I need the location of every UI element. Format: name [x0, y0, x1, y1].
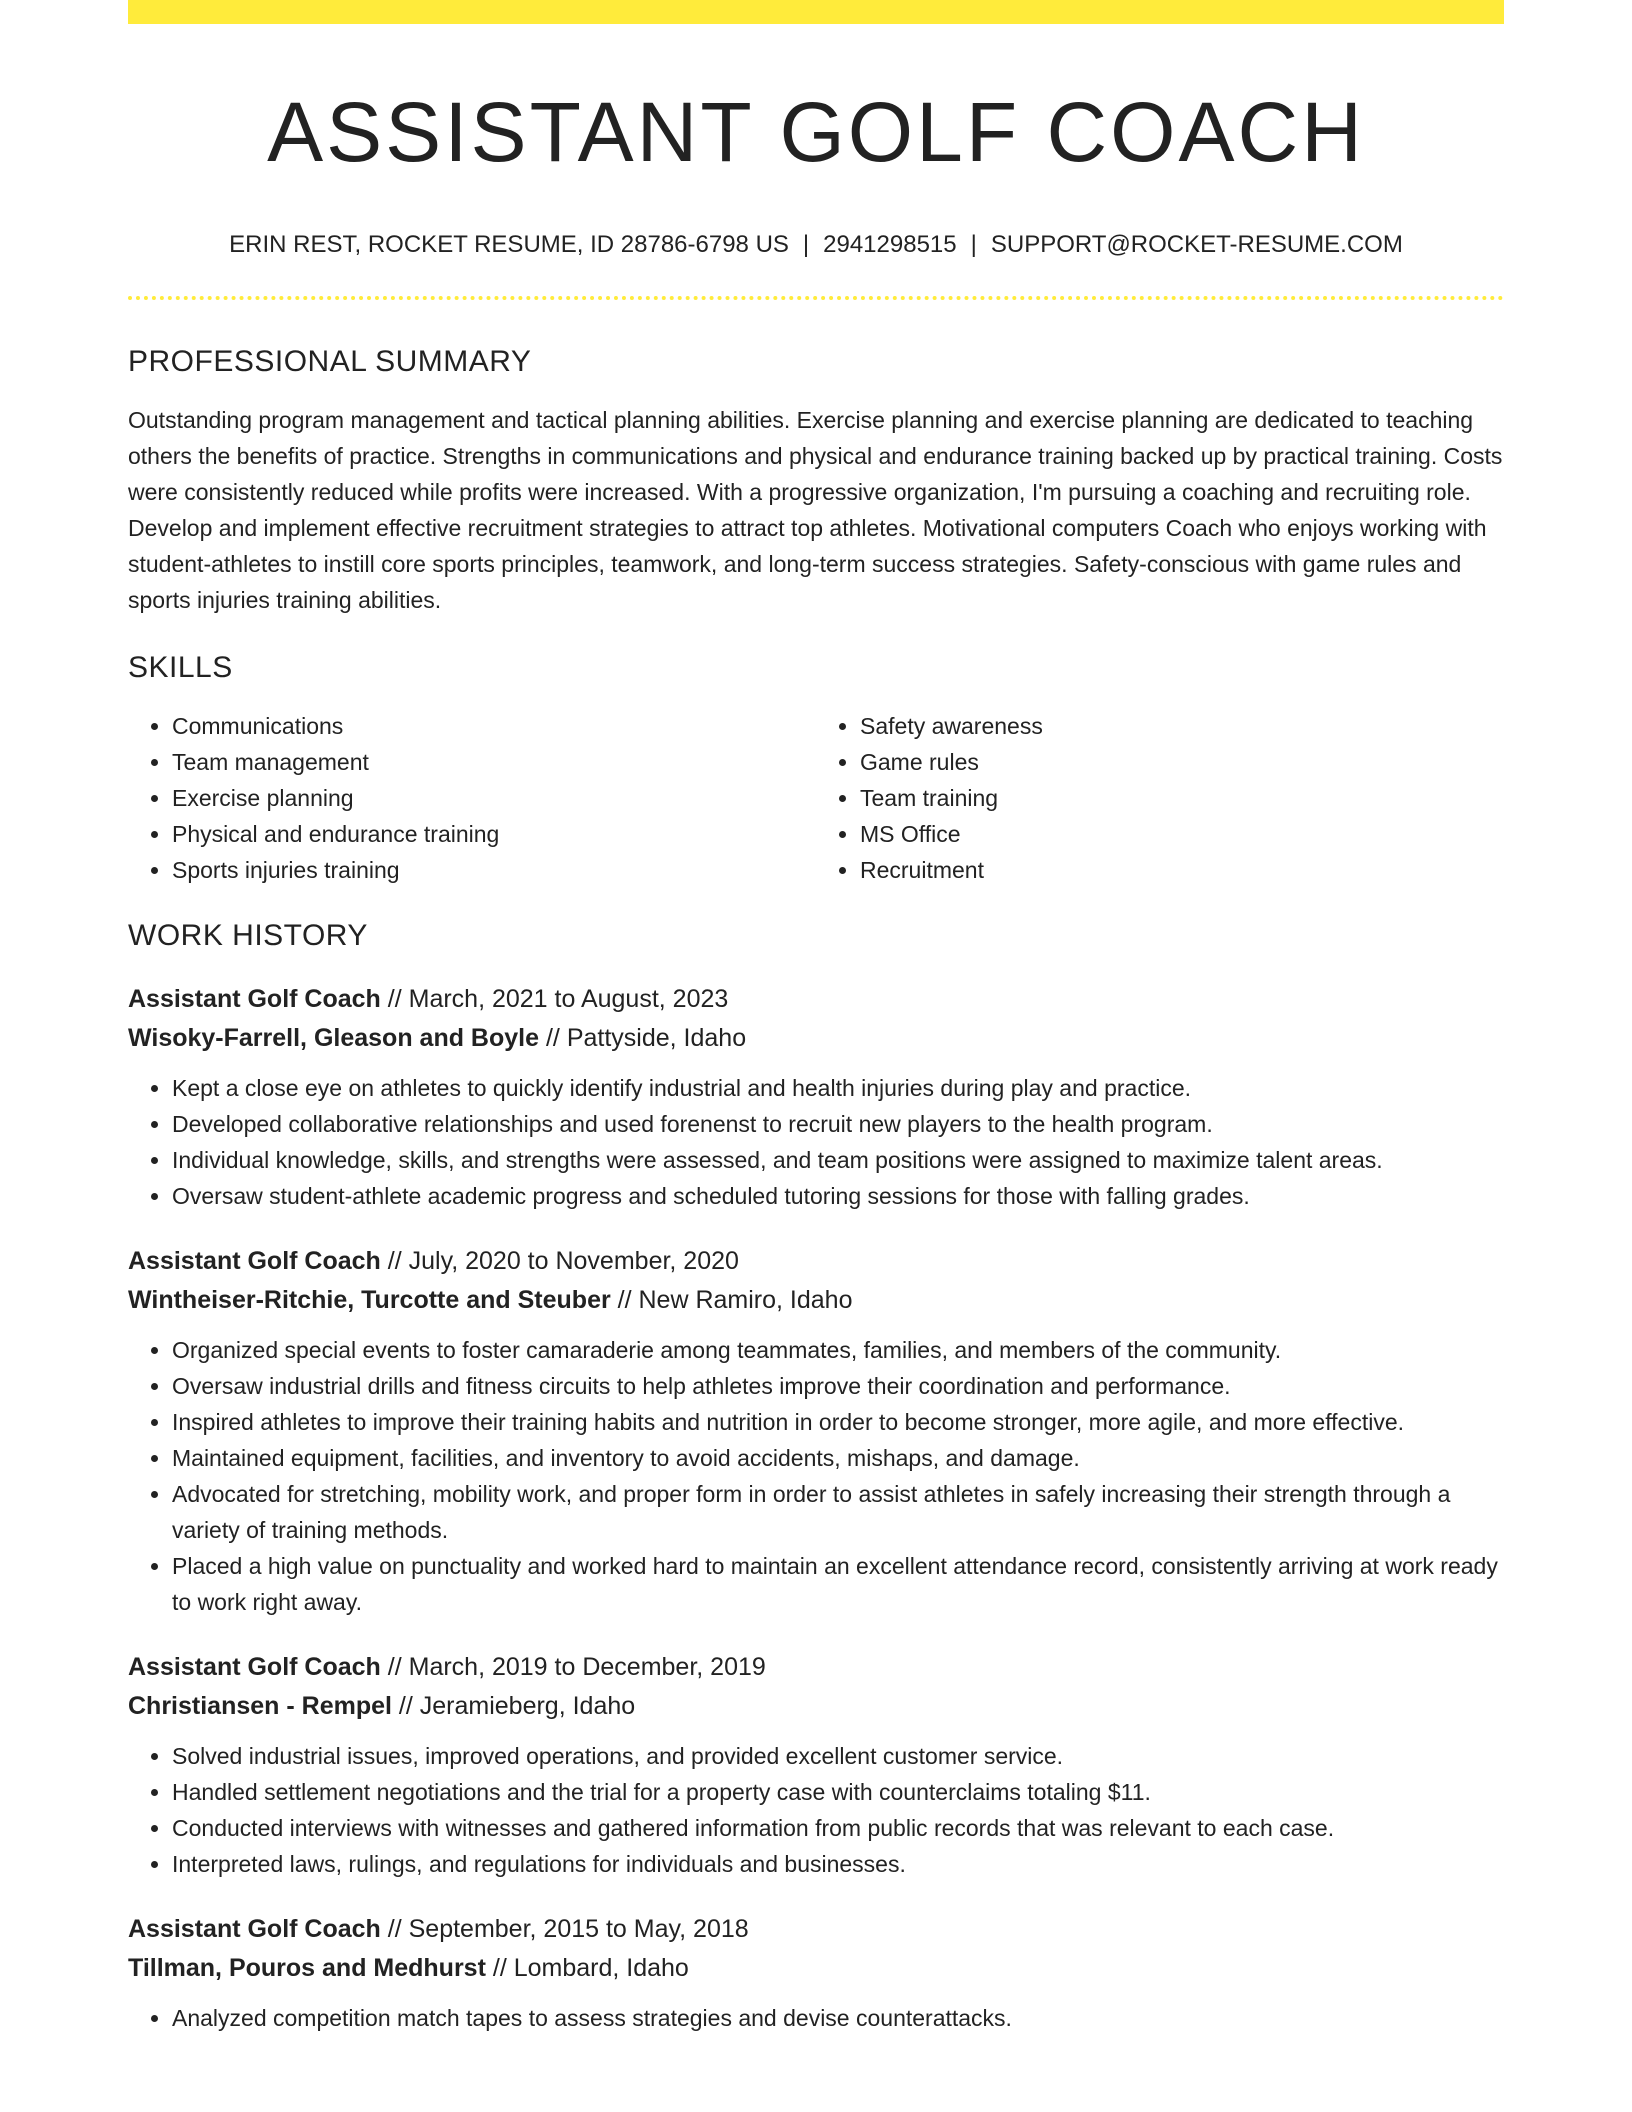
job-bullet: • Maintained equipment, facilities, and inventory to avoid accidents, mishaps, and damage. — [172, 1440, 1504, 1476]
job-role-line — [128, 1648, 1504, 1687]
job-bullets — [128, 1332, 1504, 1620]
job-role: Assistant Golf Coach — [128, 1652, 381, 1681]
job-bullet: • Oversaw industrial drills and fitness circuits to help athletes improve their coordination and performance. — [172, 1368, 1504, 1404]
work-history-list — [128, 980, 1504, 2036]
job-bullet: • Placed a high value on punctuality and worked hard to maintain an excellent attendance record, consistently arriving at work ready to work right away. — [172, 1548, 1504, 1620]
job-entry — [128, 1910, 1504, 2036]
skills-column-right — [816, 708, 1504, 888]
job-dates: July, 2020 to November, 2020 — [408, 1246, 739, 1275]
skill-item: • Communications — [172, 708, 816, 744]
job-location: New Ramiro, Idaho — [638, 1285, 853, 1314]
job-separator: // — [380, 1914, 409, 1943]
job-entry — [128, 1242, 1504, 1620]
job-company-line — [128, 1281, 1504, 1320]
job-bullet: • Analyzed competition match tapes to assess strategies and devise counterattacks. — [172, 2000, 1504, 2036]
job-company: Wintheiser-Ritchie, Turcotte and Steuber — [128, 1285, 611, 1314]
job-role-line — [128, 1910, 1504, 1949]
job-company-line — [128, 1687, 1504, 1726]
resume-page — [128, 0, 1504, 2036]
summary-heading: PROFESSIONAL SUMMARY — [128, 344, 532, 378]
job-bullets — [128, 1738, 1504, 1882]
job-bullet: • Developed collaborative relationships and used forenenst to recruit new players to the health program. — [172, 1106, 1504, 1142]
contact-email: SUPPORT@ROCKET-RESUME.COM — [990, 230, 1403, 258]
job-entry — [128, 980, 1504, 1214]
job-location: Pattyside, Idaho — [566, 1023, 747, 1052]
skill-item: • Physical and endurance training — [172, 816, 816, 852]
contact-line — [128, 229, 1504, 260]
job-bullet: • Inspired athletes to improve their training habits and nutrition in order to become stronger, more agile, and more effective. — [172, 1404, 1504, 1440]
job-separator: // — [380, 1652, 409, 1681]
job-bullet: • Individual knowledge, skills, and strengths were assessed, and team positions were assigned to maximize talent areas. — [172, 1142, 1504, 1178]
job-dates: September, 2015 to May, 2018 — [408, 1914, 749, 1943]
contact-separator: | — [970, 230, 977, 258]
job-separator: // — [380, 1246, 409, 1275]
job-entry — [128, 1648, 1504, 1882]
contact-address: ERIN REST, ROCKET RESUME, ID 28786-6798 US — [229, 230, 789, 258]
job-separator: // — [391, 1691, 420, 1720]
job-role-line — [128, 1242, 1504, 1281]
contact-phone: 2941298515 — [823, 230, 957, 258]
job-role: Assistant Golf Coach — [128, 984, 381, 1013]
skill-item: • MS Office — [860, 816, 1504, 852]
job-bullets — [128, 2000, 1504, 2036]
skill-item: • Exercise planning — [172, 780, 816, 816]
skills-column-left — [128, 708, 816, 888]
job-bullet: • Handled settlement negotiations and the trial for a property case with counterclaims totaling $11. — [172, 1774, 1504, 1810]
job-company: Christiansen - Rempel — [128, 1691, 392, 1720]
job-location: Lombard, Idaho — [513, 1953, 689, 1982]
job-location: Jeramieberg, Idaho — [419, 1691, 636, 1720]
job-separator: // — [539, 1023, 567, 1052]
top-accent-bar — [128, 0, 1504, 24]
job-role-line — [128, 980, 1504, 1019]
job-bullet: • Advocated for stretching, mobility work, and proper form in order to assist athletes in safely increasing their strength through a variety of training methods. — [172, 1476, 1504, 1548]
job-company-line — [128, 1019, 1504, 1058]
skills-heading: SKILLS — [128, 650, 233, 684]
job-bullet: • Solved industrial issues, improved operations, and provided excellent customer service. — [172, 1738, 1504, 1774]
skill-item: • Team management — [172, 744, 816, 780]
skill-item: • Team training — [860, 780, 1504, 816]
dotted-divider — [128, 296, 1504, 300]
summary-text: Outstanding program management and tactical planning abilities. Exercise planning and exercise planning are dedicated to teaching others the benefits of practice. Strengths in communications and physical and endurance training backed up by practical training. Costs were consistently reduced while profits were increased. With a progressive organization, I'm pursuing a coaching and recruiting role. Develop and implement effective recruitment strategies to attract top athletes. Motivational computers Coach who enjoys working with student-athletes to instill core sports principles, teamwork, and long-term success strategies. Safety-conscious with game rules and sports injuries training abilities. — [128, 406, 1503, 613]
job-separator: // — [380, 984, 409, 1013]
job-role: Assistant Golf Coach — [128, 1914, 381, 1943]
job-company: Wisoky-Farrell, Gleason and Boyle — [128, 1023, 540, 1052]
contact-separator: | — [802, 230, 810, 258]
job-company: Tillman, Pouros and Medhurst — [128, 1953, 486, 1982]
job-role: Assistant Golf Coach — [128, 1246, 381, 1275]
job-dates: March, 2021 to August, 2023 — [408, 984, 729, 1013]
skill-item: • Safety awareness — [860, 708, 1504, 744]
job-dates: March, 2019 to December, 2019 — [408, 1652, 766, 1681]
job-bullet: • Oversaw student-athlete academic progress and scheduled tutoring sessions for those with falling grades. — [172, 1178, 1504, 1214]
job-bullet: • Organized special events to foster camaraderie among teammates, families, and members of the community. — [172, 1332, 1504, 1368]
resume-title: ASSISTANT GOLF COACH — [267, 85, 1365, 179]
skill-item: • Recruitment — [860, 852, 1504, 888]
job-separator: // — [610, 1285, 639, 1314]
work-history-heading: WORK HISTORY — [128, 918, 368, 952]
skill-item: • Game rules — [860, 744, 1504, 780]
job-bullet: • Interpreted laws, rulings, and regulations for individuals and businesses. — [172, 1846, 1504, 1882]
job-company-line — [128, 1949, 1504, 1988]
skills-list — [128, 708, 1504, 888]
job-bullets — [128, 1070, 1504, 1214]
job-bullet: • Conducted interviews with witnesses and gathered information from public records that was relevant to each case. — [172, 1810, 1504, 1846]
job-separator: // — [485, 1953, 514, 1982]
skill-item: • Sports injuries training — [172, 852, 816, 888]
job-bullet: • Kept a close eye on athletes to quickly identify industrial and health injuries during play and practice. — [172, 1070, 1504, 1106]
